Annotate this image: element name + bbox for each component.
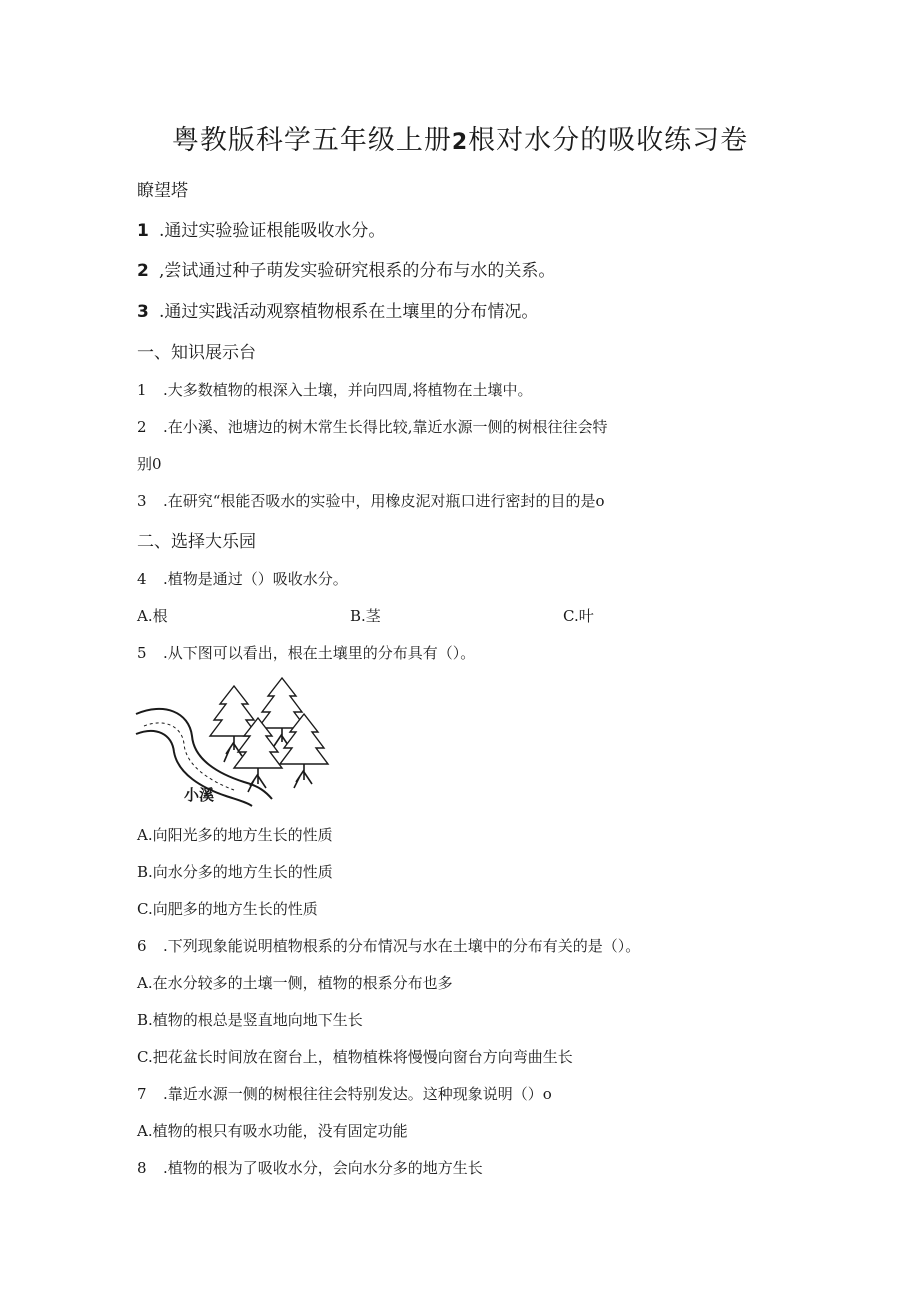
q4-option-a: A.根 xyxy=(137,607,168,625)
stream-label: 小溪 xyxy=(184,786,215,804)
question-text: .植物的根为了吸收水分，会向水分多的地方生长 xyxy=(163,1159,483,1177)
question-text: .下列现象能说明植物根系的分布情况与水在土壤中的分布有关的是（）。 xyxy=(163,937,641,955)
question-number: 4 xyxy=(137,570,147,588)
question-5 xyxy=(137,642,475,663)
knowledge-q1 xyxy=(137,379,533,400)
section-choice-heading: 二、选择大乐园 xyxy=(137,532,256,552)
title-lesson-number: 2 xyxy=(451,130,469,155)
page-title xyxy=(0,118,920,157)
q5-option-c: C.向肥多的地方生长的性质 xyxy=(137,900,318,918)
stream-trees-figure xyxy=(134,674,334,809)
goal-text: .通过实验验证根能吸收水分。 xyxy=(159,221,386,241)
question-number: 3 xyxy=(137,492,147,510)
question-text: .从下图可以看出，根在土壤里的分布具有（）。 xyxy=(163,644,476,662)
q6-option-c: C.把花盆长时间放在窗台上，植物植株将慢慢向窗台方向弯曲生长 xyxy=(137,1048,573,1066)
goal-1 xyxy=(137,216,385,241)
title-rest: 根对水分的吸收练习卷 xyxy=(468,125,749,156)
question-number: 1 xyxy=(137,381,147,399)
question-number: 2 xyxy=(137,418,147,436)
section-knowledge-heading: 一、知识展示台 xyxy=(137,343,256,363)
question-number: 5 xyxy=(137,644,147,662)
q5-option-a: A.向阳光多的地方生长的性质 xyxy=(137,826,333,844)
question-7 xyxy=(137,1083,552,1104)
question-6 xyxy=(137,935,640,956)
knowledge-q2-continued: 别0 xyxy=(137,455,162,473)
q5-option-b: B.向水分多的地方生长的性质 xyxy=(137,863,333,881)
question-text: .靠近水源一侧的树根往往会特别发达。这种现象说明（）o xyxy=(163,1085,552,1103)
q4-option-b: B.茎 xyxy=(350,607,381,625)
goal-number: 3 xyxy=(137,302,149,322)
goal-text: ,尝试通过种子萌发实验研究根系的分布与水的关系。 xyxy=(159,261,556,281)
question-text: .大多数植物的根深入土壤，并向四周,将植物在土壤中。 xyxy=(163,381,533,399)
q6-option-a: A.在水分较多的土壤一侧，植物的根系分布也多 xyxy=(137,974,453,992)
goal-3 xyxy=(137,297,538,322)
knowledge-q3 xyxy=(137,490,604,511)
q6-option-b: B.植物的根总是竖直地向地下生长 xyxy=(137,1011,363,1029)
q7-option-a: A.植物的根只有吸水功能，没有固定功能 xyxy=(137,1122,408,1140)
question-number: 8 xyxy=(137,1159,147,1177)
goal-text: .通过实践活动观察植物根系在土壤里的分布情况。 xyxy=(159,302,539,322)
question-text: .植物是通过（）吸收水分。 xyxy=(163,570,348,588)
question-text: .在研究“根能否吸水的实验中，用橡皮泥对瓶口进行密封的目的是o xyxy=(163,492,605,510)
question-number: 7 xyxy=(137,1085,147,1103)
question-4 xyxy=(137,568,348,589)
question-number: 6 xyxy=(137,937,147,955)
goal-2 xyxy=(137,256,555,281)
q4-option-c: C.叶 xyxy=(563,607,594,625)
question-8 xyxy=(137,1157,483,1178)
title-main: 粤教版科学五年级上册 xyxy=(171,125,452,156)
question-text: .在小溪、池塘边的树木常生长得比较,靠近水源一侧的树根往往会特 xyxy=(163,418,608,436)
goal-number: 1 xyxy=(137,221,149,241)
knowledge-q2 xyxy=(137,416,608,437)
goal-number: 2 xyxy=(137,261,149,281)
section-overlook: 瞭望塔 xyxy=(137,181,188,201)
